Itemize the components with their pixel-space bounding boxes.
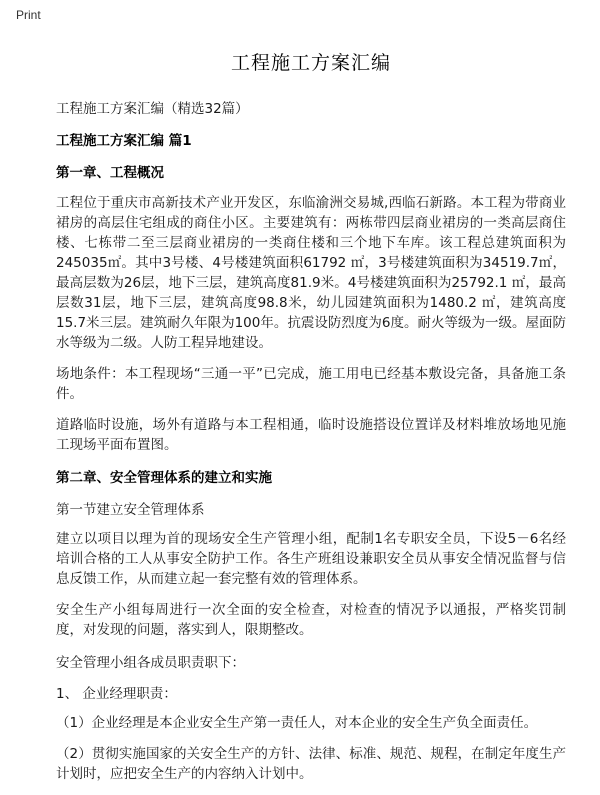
chapter1-paragraph-2: 场地条件：本工程现场“三通一平”已完成，施工用电已经基本敷设完备，具备施工条件。 bbox=[56, 366, 566, 402]
chapter1-heading: 第一章、工程概况 bbox=[56, 165, 164, 181]
list-item-1-2: （2）贯彻实施国家的关安全生产的方针、法律、标准、规范、规程，在制定年度生产计划时，应把安全生产的内容纳入计划中。 bbox=[56, 746, 566, 782]
list-item-1-1: （1）企业经理是本企业安全生产第一责任人，对本企业的安全生产负全面责任。 bbox=[56, 715, 538, 731]
document-content bbox=[56, 48, 566, 795]
print-label[interactable]: Print bbox=[16, 8, 41, 22]
document-title: 工程施工方案汇编 bbox=[230, 52, 391, 74]
chapter2-heading: 第二章、安全管理体系的建立和实施 bbox=[56, 470, 272, 486]
chapter2-paragraph-3: 安全管理小组各成员职责职下： bbox=[56, 655, 245, 671]
document-subtitle: 工程施工方案汇编（精选32篇） bbox=[56, 101, 249, 117]
chapter2-paragraph-2: 安全生产小组每周进行一次全面的安全检查，对检查的情况予以通报，严格奖罚制度，对发现的问题，落实到人，限期整改。 bbox=[56, 602, 566, 638]
chapter2-paragraph-1: 建立以项目以理为首的现场安全生产管理小组，配制1名专职安全员，下设5－6名经培训合格的工人从事安全防护工作。各生产班组设兼职安全员从事安全情况监督与信息反馈工作，从而建立起一套完整有效的管理体系。 bbox=[56, 531, 566, 587]
list-item-1: 1、 企业经理职责： bbox=[56, 686, 177, 702]
article-title: 工程施工方案汇编 篇1 bbox=[56, 133, 192, 149]
chapter2-section1: 第一节建立安全管理体系 bbox=[56, 502, 205, 518]
chapter1-paragraph-1: 工程位于重庆市高新技术产业开发区，东临渝洲交易城,西临石新路。本工程为带商业裙房的高层住宅组成的商住小区。主要建筑有：两栋带四层商业裙房的一类高层商住楼、七栋带二至三层商业裙房的一类商住楼和三个地下车库。该工程总建筑面积为245035㎡。其中3号楼、4号楼建筑面积61792 ㎡，3号楼建筑面积为34519.7㎡，最高层数为26层，地下三层，建筑高度81.9米。4号楼建筑面积为25792.1 ㎡，最高层数31层，地下三层，建筑高度98.8米，幼儿园建筑面积为1480.2 ㎡，建筑高度15.7米三层。建筑耐久年限为100年。抗震设防烈度为6度。耐火等级为一级。屋面防水等级为二级。人防工程异地建设。 bbox=[56, 195, 566, 351]
chapter1-paragraph-3: 道路临时设施，场外有道路与本工程相通，临时设施搭设位置详及材料堆放场地见施工现场平面布置图。 bbox=[56, 417, 566, 453]
